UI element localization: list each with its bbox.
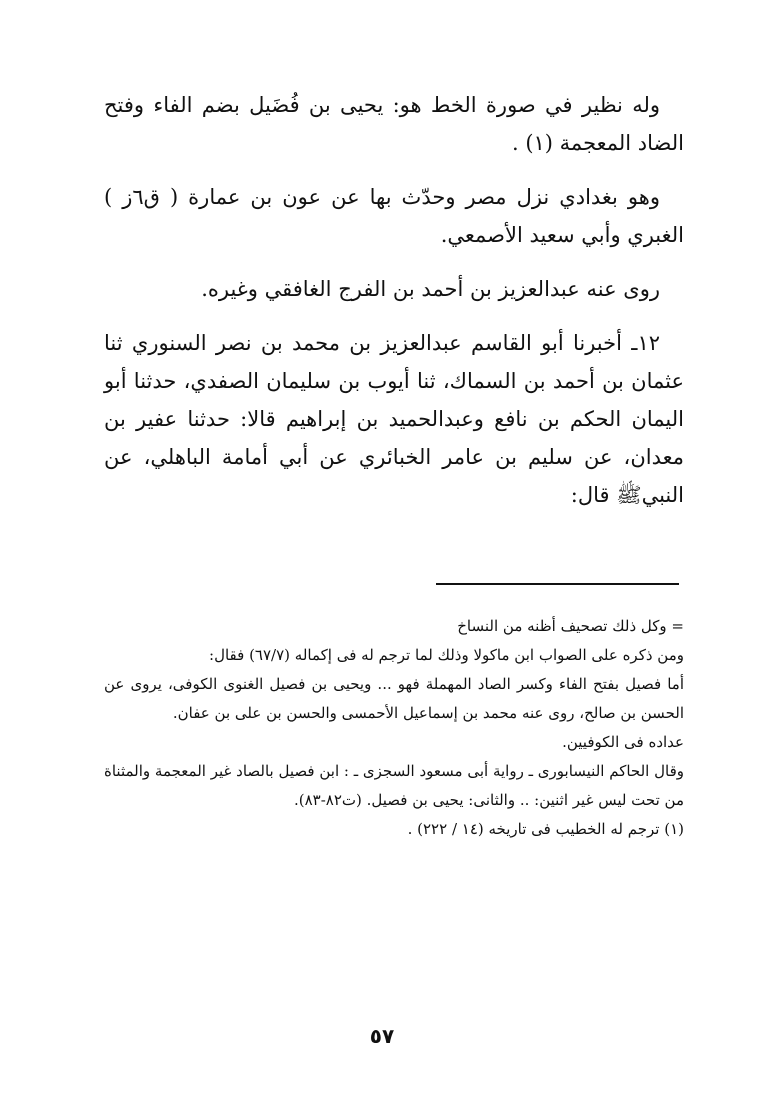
paragraph-hadith-isnad: ١٢ـ أخبرنا أبو القاسم عبدالعزيز بن محمد بن نصر السنوري ثنا عثمان بن أحمد بن السماك، ثنا أيوب بن سليمان الصفدي، حدثنا أبو اليمان الحكم بن نافع وعبدالحميد بن إبراهيم قالا: حدثنا عفير بن معدان، عن سليم بن عامر الخبائري عن أبي أمامة الباهلي، عن النبيﷺ قال: xyxy=(104,331,684,507)
footnote-separator xyxy=(436,583,679,585)
footnote-line: = وكل ذلك تصحيف أظنه من النساخ xyxy=(457,617,684,635)
footnotes xyxy=(104,612,684,844)
page-number: ٥٧ xyxy=(369,1024,395,1048)
footnote-line: أما فصيل بفتح الفاء وكسر الصاد المهملة فهو ... ويحيى بن فصيل الغنوى الكوفى، يروى عن الحسن بن صالح، روى عنه محمد بن إسماعيل الأحمسى والحسن بن على بن عفان. xyxy=(104,675,684,722)
paragraph-baghdadi: وهو بغدادي نزل مصر وحدّث بها عن عون بن عمارة ( ق٦ز ) الغبري وأبي سعيد الأصمعي. xyxy=(104,185,684,247)
footnote-line: ومن ذكره على الصواب ابن ماكولا وذلك لما ترجم له فى إكماله (٦٧/٧) فقال: xyxy=(209,646,684,664)
paragraph-fudayl-note: وله نظير في صورة الخط هو: يحيى بن فُضَيل بضم الفاء وفتح الضاد المعجمة (١) . xyxy=(104,93,684,155)
main-text-body xyxy=(104,86,684,530)
footnote-line: عداده فى الكوفيين. xyxy=(562,733,684,751)
paragraph-narrators: روى عنه عبدالعزيز بن أحمد بن الفرج الغافقي وغيره. xyxy=(201,277,660,301)
footnote-line: وقال الحاكم النيسابورى ـ رواية أبى مسعود السجزى ـ : ابن فصيل بالصاد غير المعجمة والمثناة من تحت ليس غير اثنين: .. والثانى: يحيى بن فصيل. (ت٨٢-٨٣). xyxy=(104,762,684,809)
footnote-line: (١) ترجم له الخطيب فى تاريخه (١٤ / ٢٢٢) . xyxy=(407,820,684,838)
